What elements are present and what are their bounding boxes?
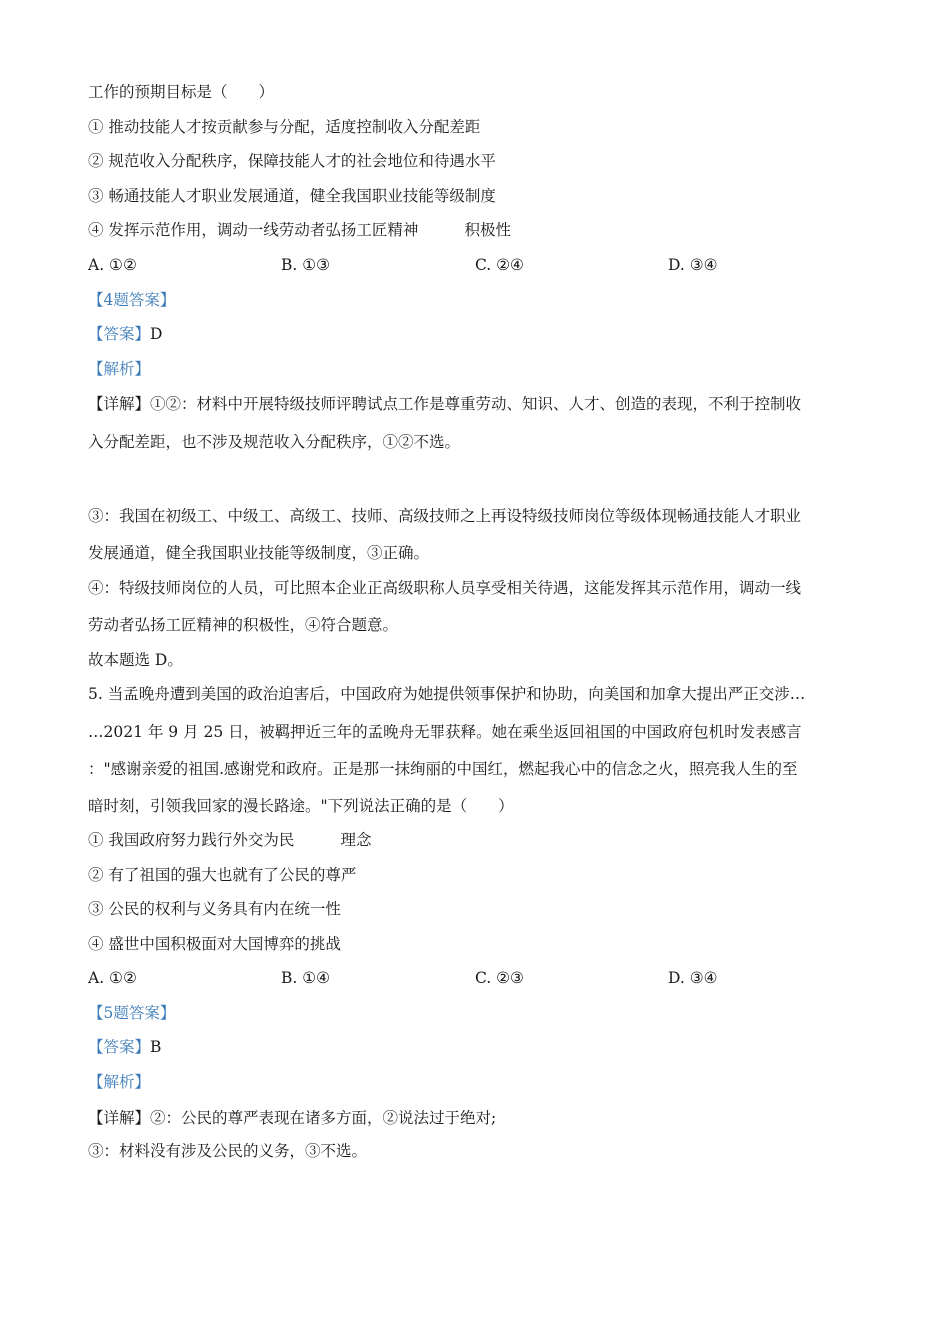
q4-answer xyxy=(88,324,162,344)
q5-option-c: C. ②③ xyxy=(475,969,524,987)
q4-answer-value: D xyxy=(150,325,163,343)
q5-item-1-tail: 理念 xyxy=(340,831,372,849)
q4-item-4 xyxy=(88,220,511,240)
q4-analysis-label: 【解析】 xyxy=(88,360,151,378)
q5-stem-4: 暗时刻，引领我回家的漫长路途。"下列说法正确的是（ ） xyxy=(88,797,514,815)
q5-option-d: D. ③④ xyxy=(668,969,718,987)
q5-analysis-label: 【解析】 xyxy=(88,1073,151,1091)
q5-item-1-text: ① 我国政府努力践行外交为民 xyxy=(88,831,295,849)
q4-detail-1a xyxy=(88,394,801,414)
q5-stem-2: …2021 年 9 月 25 日，被羁押近三年的孟晚舟无罪获释。她在乘坐返回祖国的中国政府包机时发表感言 xyxy=(88,723,802,741)
q5-item-1 xyxy=(88,830,371,850)
q4-option-d: D. ③④ xyxy=(668,256,718,274)
q5-detail-1 xyxy=(88,1108,496,1128)
q5-stem-3: ："感谢亲爱的祖国.感谢党和政府。正是那一抹绚丽的中国红，燃起我心中的信念之火，照亮我人生的至 xyxy=(88,760,798,778)
q5-detail-1-text: ②：公民的尊严表现在诸多方面，②说法过于绝对; xyxy=(150,1109,497,1127)
q4-item-1: ① 推动技能人才按贡献参与分配，适度控制收入分配差距 xyxy=(88,118,481,136)
q5-detail-2: ③：材料没有涉及公民的义务，③不选。 xyxy=(88,1142,368,1160)
q4-conclusion: 故本题选 D。 xyxy=(88,651,183,669)
q4-detail-1a-text: ①②：材料中开展特级技师评聘试点工作是尊重劳动、知识、人才、创造的表现，不利于控制收 xyxy=(150,395,802,413)
q4-option-a: A. ①② xyxy=(88,256,137,274)
q4-stem-tail: 工作的预期目标是（ ） xyxy=(88,83,275,101)
q4-detail-label: 【详解】 xyxy=(88,395,151,413)
q5-item-3: ③ 公民的权利与义务具有内在统一性 xyxy=(88,900,341,918)
q4-answer-header: 【4题答案】 xyxy=(88,291,176,309)
q4-item-3: ③ 畅通技能人才职业发展通道，健全我国职业技能等级制度 xyxy=(88,187,496,205)
q4-detail-3b: 劳动者弘扬工匠精神的积极性，④符合题意。 xyxy=(88,616,399,634)
q4-answer-label: 【答案】 xyxy=(88,325,151,343)
q4-detail-2b: 发展通道，健全我国职业技能等级制度，③正确。 xyxy=(88,544,430,562)
q5-stem-1: 5. 当孟晚舟遭到美国的政治迫害后，中国政府为她提供领事保护和协助，向美国和加拿大提出严正交涉… xyxy=(88,685,806,703)
q5-item-4: ④ 盛世中国积极面对大国博弈的挑战 xyxy=(88,935,341,953)
q5-option-a: A. ①② xyxy=(88,969,137,987)
q4-detail-3a: ④：特级技师岗位的人员，可比照本企业正高级职称人员享受相关待遇，这能发挥其示范作用，调动一线 xyxy=(88,579,802,597)
q5-answer xyxy=(88,1037,161,1057)
q4-option-b: B. ①③ xyxy=(281,256,331,274)
q4-item-2: ② 规范收入分配秩序，保障技能人才的社会地位和待遇水平 xyxy=(88,152,496,170)
q4-option-c: C. ②④ xyxy=(475,256,524,274)
q5-answer-value: B xyxy=(150,1038,162,1056)
q4-detail-2a: ③：我国在初级工、中级工、高级工、技师、高级技师之上再设特级技师岗位等级体现畅通技能人才职业 xyxy=(88,507,802,525)
q5-option-b: B. ①④ xyxy=(281,969,331,987)
q5-detail-label: 【详解】 xyxy=(88,1109,151,1127)
q5-answer-label: 【答案】 xyxy=(88,1038,151,1056)
q4-item-4-tail: 积极性 xyxy=(464,221,511,239)
q5-item-2: ② 有了祖国的强大也就有了公民的尊严 xyxy=(88,866,357,884)
q4-detail-1b: 入分配差距，也不涉及规范收入分配秩序，①②不选。 xyxy=(88,433,461,451)
q5-answer-header: 【5题答案】 xyxy=(88,1004,176,1022)
q4-item-4-text: ④ 发挥示范作用，调动一线劳动者弘扬工匠精神 xyxy=(88,221,419,239)
